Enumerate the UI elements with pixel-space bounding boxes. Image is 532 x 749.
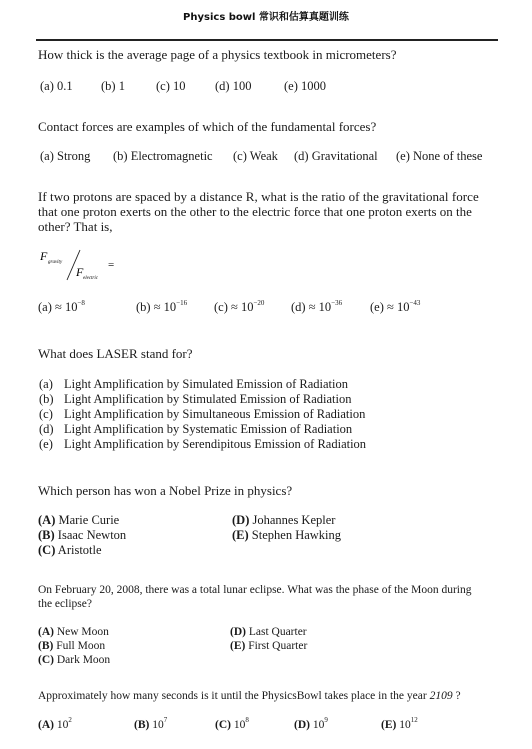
q7-question-text: Approximately how many seconds is it until the PhysicsBowl takes place in the year (38, 690, 430, 702)
q3-option-e (370, 300, 420, 314)
q4-option-c-label: (c) (39, 407, 53, 421)
q5-option-e-label: (E) (232, 528, 249, 542)
q6-option-d-text: Last Quarter (248, 626, 307, 638)
q4-option-a-label: (a) (39, 377, 53, 391)
formula-denominator: F (76, 265, 84, 279)
q4-option-d-text: Light Amplification by Systematic Emission of Radiation (64, 422, 353, 436)
q4-option-a (39, 377, 348, 391)
q6-option-d-label: (D) (230, 626, 246, 638)
q6-option-e-label: (E) (230, 640, 246, 652)
q4-option-d-label: (d) (39, 422, 54, 436)
q4-option-b (39, 392, 351, 406)
q5-option-e-text: Stephen Hawking (251, 528, 342, 542)
q3-option-d-exponent: −36 (331, 299, 343, 307)
q2-option-e: (e) None of these (396, 149, 483, 163)
q7-option-b (134, 718, 167, 732)
q3-option-b-exponent: −16 (176, 299, 188, 307)
q7-option-c-base: 10 (233, 719, 246, 731)
q6-option-a (38, 625, 109, 639)
page-header: Physics bowl 常识和估算真题训练 (183, 12, 349, 23)
q5-option-c-text: Aristotle (57, 543, 102, 557)
q5-option-e (232, 528, 341, 542)
q5-option-a-text: Marie Curie (58, 513, 120, 527)
q5-option-d-text: Johannes Kepler (252, 513, 336, 527)
q6-option-e (230, 639, 307, 653)
q3-option-e-label: (e) ≈ 10 (370, 300, 410, 314)
q4-option-e-label: (e) (39, 437, 53, 451)
q7-option-c (215, 718, 249, 732)
q4-option-d (39, 422, 352, 436)
q7-option-d-exponent: 9 (324, 716, 328, 724)
q2-question: Contact forces are examples of which of the fundamental forces? (38, 119, 377, 134)
q6-option-c-label: (C) (38, 654, 54, 666)
q4-option-b-text: Light Amplification by Stimulated Emission of Radiation (64, 392, 352, 406)
q5-option-d-label: (D) (232, 513, 250, 527)
q3-option-c-label: (c) ≈ 10 (214, 300, 254, 314)
q3-option-d-label: (d) ≈ 10 (291, 300, 332, 314)
q7-question-suffix: ? (452, 690, 461, 702)
q1-option-d: (d) 100 (215, 79, 252, 93)
q4-option-c (39, 407, 365, 421)
q7-option-e-exponent: 12 (410, 716, 418, 724)
q4-question: What does LASER stand for? (38, 346, 193, 361)
formula-numerator: F (40, 249, 48, 263)
q3-option-d (291, 300, 342, 314)
q6-option-b-text: Full Moon (56, 640, 106, 652)
q6-option-b-label: (B) (38, 640, 54, 652)
q7-option-a (38, 718, 72, 732)
q7-option-e-label: (E) (381, 719, 397, 731)
q7-option-a-label: (A) (38, 719, 54, 731)
q7-option-b-exponent: 7 (163, 716, 168, 724)
q7-option-c-label: (C) (215, 719, 231, 731)
q2-option-d: (d) Gravitational (294, 149, 378, 163)
q7-question (38, 689, 461, 704)
q5-question: Which person has won a Nobel Prize in physics? (38, 483, 293, 498)
formula-numerator-subscript: gravity (48, 260, 63, 265)
q1-option-e: (e) 1000 (284, 79, 326, 93)
q5-option-a-label: (A) (38, 513, 56, 527)
q7-option-d (294, 718, 328, 732)
q6-option-d (230, 625, 307, 639)
q3-question-line-1: If two protons are spaced by a distance R, what is the ratio of the gravitational force (38, 189, 479, 204)
q5-option-d (232, 513, 335, 527)
q7-option-e (381, 718, 418, 732)
q7-option-a-base: 10 (56, 719, 69, 731)
q6-option-a-label: (A) (38, 626, 54, 638)
q6-option-c-text: Dark Moon (56, 654, 111, 666)
q6-option-e-text: First Quarter (248, 640, 308, 652)
q6-option-b (38, 639, 105, 653)
q7-option-e-base: 10 (399, 719, 411, 731)
q4-option-b-label: (b) (39, 392, 54, 406)
q4-option-a-text: Light Amplification by Simulated Emission of Radiation (64, 377, 349, 391)
q2-option-b: (b) Electromagnetic (113, 149, 213, 163)
q5-option-a (38, 513, 119, 527)
q6-question-line-1: On February 20, 2008, there was a total lunar eclipse. What was the phase of the Moon during (38, 584, 472, 596)
q6-question-line-2: the eclipse? (38, 598, 92, 610)
q7-option-c-exponent: 8 (245, 716, 249, 724)
q1-question: How thick is the average page of a physics textbook in micrometers? (38, 47, 397, 62)
q5-option-b-text: Isaac Newton (57, 528, 127, 542)
q7-question-year: 2109 (429, 690, 453, 702)
q7-option-d-label: (D) (294, 719, 310, 731)
q3-option-c (214, 300, 264, 314)
q2-option-a: (a) Strong (40, 149, 91, 163)
q3-option-b-label: (b) ≈ 10 (136, 300, 177, 314)
q5-option-c (38, 543, 102, 557)
q5-option-b (38, 528, 126, 542)
ratio-formula (40, 246, 130, 284)
q7-option-b-label: (B) (134, 719, 150, 731)
q7-option-b-base: 10 (152, 719, 164, 731)
q6-option-c (38, 653, 110, 667)
formula-denominator-subscript: electric (83, 276, 98, 281)
q3-question-line-3: other? That is, (38, 219, 113, 234)
q3-option-b (136, 300, 187, 314)
q1-option-a: (a) 0.1 (40, 79, 73, 93)
q7-option-d-base: 10 (312, 719, 325, 731)
q5-option-c-label: (C) (38, 543, 56, 557)
q3-option-a (38, 300, 85, 314)
q1-option-b: (b) 1 (101, 79, 125, 93)
q4-option-e-text: Light Amplification by Serendipitous Emission of Radiation (64, 437, 367, 451)
header-rule (36, 39, 498, 41)
q4-option-c-text: Light Amplification by Simultaneous Emission of Radiation (64, 407, 366, 421)
q5-option-b-label: (B) (38, 528, 55, 542)
q4-option-e (39, 437, 366, 451)
q2-option-c: (c) Weak (233, 149, 278, 163)
q3-option-e-exponent: −43 (409, 299, 421, 307)
q7-option-a-exponent: 2 (68, 716, 72, 724)
q3-question-line-2: that one proton exerts on the other to the electric force that one proton exerts on the (38, 204, 472, 219)
q1-option-c: (c) 10 (156, 79, 186, 93)
q6-option-a-text: New Moon (56, 626, 109, 638)
q3-option-c-exponent: −20 (253, 299, 265, 307)
formula-equals: = (108, 259, 115, 271)
q3-option-a-exponent: −8 (77, 299, 85, 307)
q3-option-a-label: (a) ≈ 10 (38, 300, 78, 314)
